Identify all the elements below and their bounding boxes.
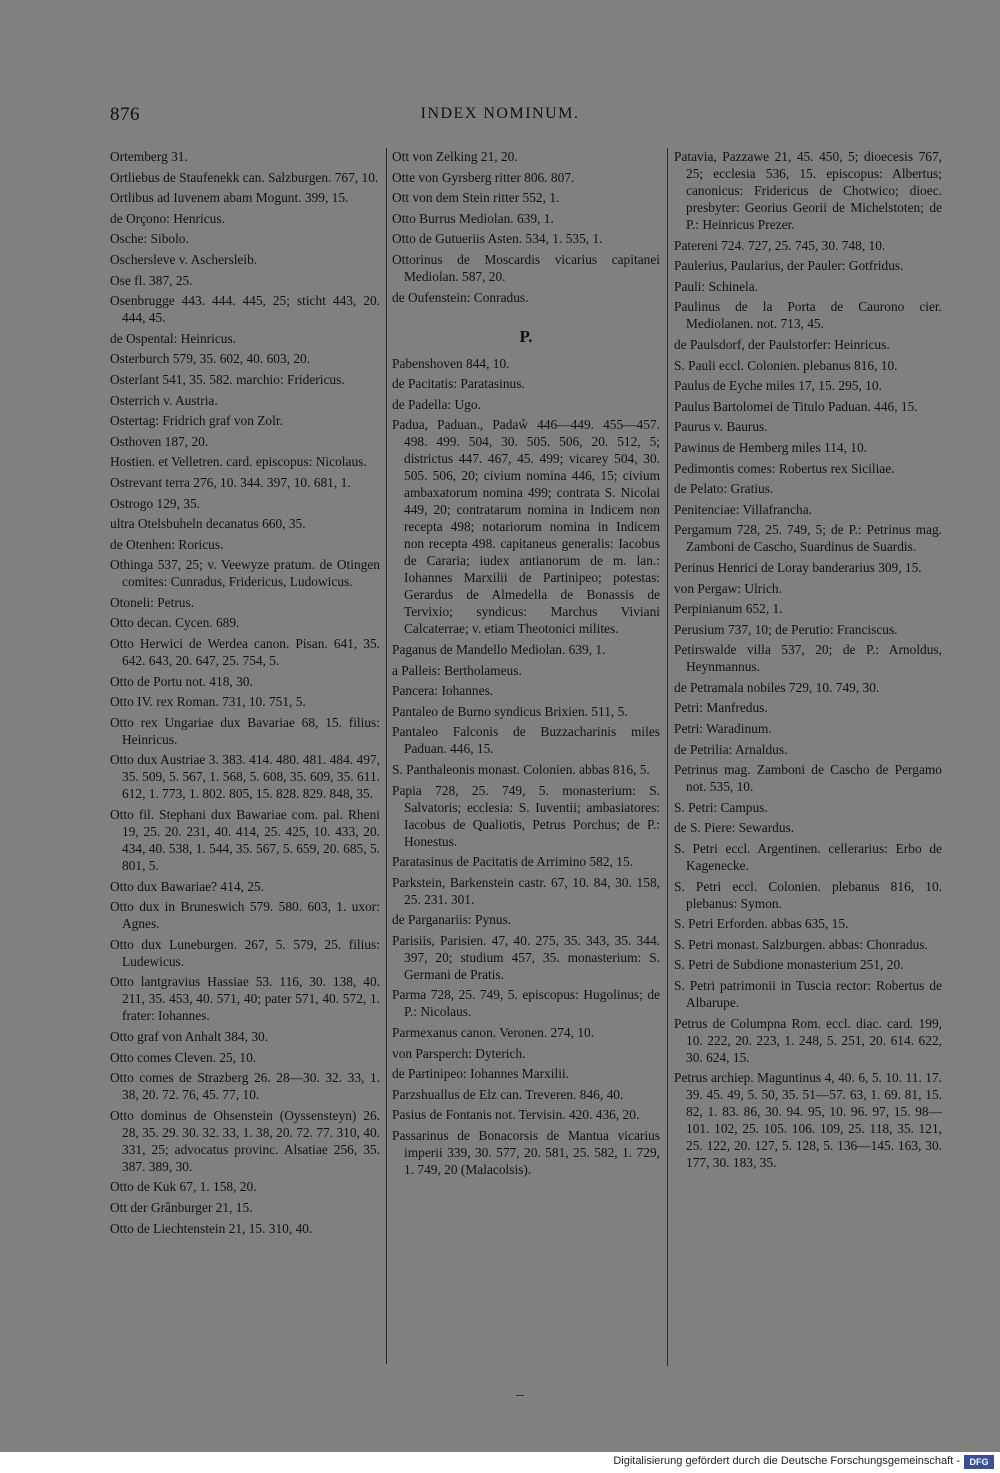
- index-entry: Perusium 737, 10; de Perutio: Franciscus.: [674, 621, 898, 637]
- letter-heading: P.: [519, 326, 533, 346]
- footer-bar: [0, 1452, 1000, 1473]
- index-entry: Otto de Liechtenstein 21, 15. 310, 40.: [110, 1220, 313, 1236]
- index-entry: Petrinus mag. Zamboni de Cascho de Pergamo not. 535, 10.: [674, 762, 942, 795]
- index-entry: de Padella: Ugo.: [392, 396, 481, 412]
- index-entry: Ortemberg 31.: [110, 149, 188, 164]
- index-entry: Otto de Gutueriis Asten. 534, 1. 535, 1.: [392, 231, 603, 247]
- index-entry: de S. Piere: Sewardus.: [674, 820, 795, 836]
- funding-credit: Digitalisierung gefördert durch die Deutsche Forschungsgemeinschaft -: [613, 1455, 960, 1467]
- index-entry: Ott der Grânburger 21, 15.: [110, 1199, 253, 1215]
- column-rule: [667, 148, 668, 1366]
- index-entry: Passarinus de Bonacorsis de Mantua vicarius imperii 339, 30. 577, 20. 581, 25. 582, 1. 729, 1. 749, 20 (Malacolsis).: [392, 1128, 660, 1178]
- index-entry: von Pergaw: Ulrich.: [674, 580, 782, 596]
- index-entry: de Parganariis: Pynus.: [392, 912, 512, 928]
- footer-mark: [516, 1395, 524, 1396]
- index-entry: Petri: Manfredus.: [674, 700, 768, 716]
- index-entry: Pergamum 728, 25. 749, 5; de P.: Petrinus mag. Zamboni de Cascho, Suardinus de Suardis.: [674, 522, 942, 555]
- index-entry: Patereni 724. 727, 25. 745, 30. 748, 10.: [674, 237, 886, 253]
- index-entry: Otto dux Austriae 3. 383. 414. 480. 481. 484. 497, 35. 509, 5. 567, 1. 568, 5. 608, 35. 609, 35. 611. 612, 1. 773, 1. 802. 805, 15. 828. 829. 848, 35.: [110, 752, 380, 802]
- index-entry: Pauli: Schinela.: [674, 278, 759, 294]
- index-entry: Osterlant 541, 35. 582. marchio: Fridericus.: [110, 371, 345, 387]
- page-number: 876: [110, 104, 140, 125]
- index-entry: Otto lantgravius Hassiae 53. 116, 30. 138, 40. 211, 35. 453, 40. 571, 40; pater 571, 40. 572, 1. frater: Iohannes.: [110, 974, 380, 1024]
- index-entry: Petri: Waradinum.: [674, 721, 772, 737]
- index-entry: Ottorinus de Moscardis vicarius capitanei Mediolan. 587, 20.: [392, 251, 660, 284]
- index-entry: Patavia, Pazzawe 21, 45. 450, 5; dioecesis 767, 25; ecclesia 536, 15. episcopus: Albertus; canonicus: Fridericus de Chotwico; dioec. presbyter: Georius Georii de Michelstoten; de P.: Heinricus Prezer.: [674, 149, 942, 232]
- index-entry: Otto Herwici de Werdea canon. Pisan. 641, 35. 642. 643, 20. 647, 25. 754, 5.: [110, 636, 380, 669]
- index-entry: de Petramala nobiles 729, 10. 749, 30.: [674, 679, 880, 695]
- index-entry: Parkstein, Barkenstein castr. 67, 10. 84, 30. 158, 25. 231. 301.: [392, 874, 660, 907]
- index-entry: Pantaleo Falconis de Buzzacharinis miles Paduan. 446, 15.: [392, 724, 660, 757]
- index-entry: Otto IV. rex Roman. 731, 10. 751, 5.: [110, 694, 306, 710]
- index-entry: de Orçono: Henricus.: [110, 210, 225, 226]
- index-entry: Otto Burrus Mediolan. 639, 1.: [392, 210, 554, 226]
- index-entry: Parmexanus canon. Veronen. 274, 10.: [392, 1025, 595, 1041]
- index-entry: Pasius de Fontanis not. Tervisin. 420. 436, 20.: [392, 1107, 640, 1123]
- index-entry: Otto dominus de Ohsenstein (Oyssensteyn) 26. 28, 35. 29. 30. 32. 33, 1. 38, 20. 72. 77. 310, 40. 331, 25; advocatus provinc. Alsatiae 256, 35. 387. 389, 30.: [110, 1107, 380, 1174]
- index-entry: Paratasinus de Pacitatis de Arrimino 582, 15.: [392, 854, 633, 870]
- index-entry: S. Petri eccl. Argentinen. cellerarius: Erbo de Kagenecke.: [674, 841, 942, 874]
- index-column-2: [392, 148, 660, 1182]
- index-entry: S. Petri eccl. Colonien. plebanus 816, 10. plebanus: Symon.: [674, 878, 942, 911]
- index-entry: Ostrevant terra 276, 10. 344. 397, 10. 681, 1.: [110, 474, 351, 490]
- index-entry: Ortliebus de Staufenekk can. Salzburgen. 767, 10.: [110, 169, 379, 185]
- index-entry: Otoneli: Petrus.: [110, 594, 195, 610]
- index-entry: Padua, Paduan., Padaẘ 446—449. 455—457. 498. 499. 504, 30. 505. 506, 20. 512, 5; districtus 447. 467, 45. 499; vicarey 504, 30. 505. 506, 20; civium nomina 446, 15; civium ambaxatorum nomina 499; contrata S. Nicolai 449, 20; contratarum nomina in Indicem non recepta 498; notariorum nomina in Indicem non recepta 498. capitaneus generalis: Iacobus de Cararia; iudex antianorum de m. lan.: Iohannes Marxilii de Partinipeo; potestas: Gerardus de Almedella de Bonassis de Tervixio; syndicus: Marchus Viviani Calcaterrae; v. etiam Theotonici milites.: [392, 417, 660, 637]
- index-entry: Paulinus de la Porta de Caurono cier. Mediolanen. not. 713, 45.: [674, 299, 942, 332]
- index-entry: Otto comes de Strazberg 26. 28—30. 32. 33, 1. 38, 20. 72. 76, 45. 77, 10.: [110, 1070, 380, 1103]
- index-entry: Paulerius, Paularius, der Pauler: Gotfridus.: [674, 258, 904, 274]
- index-entry: Otto rex Ungariae dux Bavariae 68, 15. filius: Heinricus.: [110, 714, 380, 747]
- index-entry: Otto dux Bawariae? 414, 25.: [110, 878, 264, 894]
- running-head: INDEX NOMINUM.: [420, 105, 580, 122]
- index-entry: de Paulsdorf, der Paulstorfer: Heinricus.: [674, 336, 890, 352]
- index-entry: Osche: Sibolo.: [110, 231, 189, 247]
- index-entry: Petrus de Columpna Rom. eccl. diac. card. 199, 10. 222, 20. 223, 1. 248, 5. 251, 20. 614. 622, 30. 624, 15.: [674, 1015, 942, 1065]
- index-entry: Penitenciae: Villafrancha.: [674, 501, 812, 517]
- index-entry: Ott von Zelking 21, 20.: [392, 149, 518, 164]
- index-entry: S. Petri monast. Salzburgen. abbas: Chonradus.: [674, 936, 928, 952]
- index-entry: Perinus Henrici de Loray banderarius 309, 15.: [674, 559, 922, 575]
- dfg-logo: DFG: [964, 1455, 994, 1469]
- index-entry: Petrus archiep. Maguntinus 4, 40. 6, 5. 10. 11. 17. 39. 45. 49, 5. 50, 35. 51—57. 63, 1. 69. 81, 15. 82, 1. 83. 86, 30. 94. 95, 10. 96. 97, 15. 98—101. 102, 25. 105. 106. 109, 25. 118, 35. 121, 25. 122, 20. 127, 5. 128, 5. 136—145. 163, 30. 177, 30. 183, 35.: [674, 1070, 942, 1171]
- index-entry: Paurus v. Baurus.: [674, 419, 768, 435]
- index-entry: Pedimontis comes: Robertus rex Siciliae.: [674, 460, 895, 476]
- index-entry: a Palleis: Bertholameus.: [392, 662, 522, 678]
- index-entry: Paulus Bartolomei de Titulo Paduan. 446, 15.: [674, 398, 918, 414]
- index-entry: Osenbrugge 443. 444. 445, 25; sticht 443, 20. 444, 45.: [110, 293, 380, 326]
- index-column-3: [674, 148, 942, 1175]
- index-entry: Othinga 537, 25; v. Veewyze pratum. de Otingen comites: Cunradus, Fridericus, Ludowicus.: [110, 557, 380, 590]
- index-entry: Papia 728, 25. 749, 5. monasterium: S. Salvatoris; ecclesia: S. Iuventii; ambasiatores: Iacobus de Qualiotis, Petrus Porchus; de P.: Honestus.: [392, 782, 660, 849]
- index-entry: Parzshuallus de Elz can. Treveren. 846, 40.: [392, 1086, 624, 1102]
- index-entry: Otto dux in Bruneswich 579. 580. 603, 1. uxor: Agnes.: [110, 899, 380, 932]
- index-entry: S. Pauli eccl. Colonien. plebanus 816, 10.: [674, 357, 898, 373]
- index-entry: Petirswalde villa 537, 20; de P.: Arnoldus, Heynmannus.: [674, 642, 942, 675]
- index-entry: Oschersleve v. Aschersleib.: [110, 251, 258, 267]
- index-entry: S. Petri: Campus.: [674, 799, 768, 815]
- index-entry: Paganus de Mandello Mediolan. 639, 1.: [392, 641, 606, 657]
- index-entry: S. Petri Erforden. abbas 635, 15.: [674, 916, 849, 932]
- index-entry: Parisiis, Parisien. 47, 40. 275, 35. 343, 35. 344. 397, 20; studium 457, 35. monasterium: S. Germani de Pratis.: [392, 932, 660, 982]
- index-entry: Paulus de Eyche miles 17, 15. 295, 10.: [674, 378, 882, 394]
- index-entry: Pawinus de Hemberg miles 114, 10.: [674, 439, 868, 455]
- index-entry: Ortlibus ad Iuvenem abam Mogunt. 399, 15.: [110, 190, 349, 206]
- index-entry: Parma 728, 25. 749, 5. episcopus: Hugolinus; de P.: Nicolaus.: [392, 987, 660, 1020]
- index-entry: Pabenshoven 844, 10.: [392, 355, 510, 371]
- index-entry: Osterrich v. Austria.: [110, 392, 218, 408]
- index-entry: de Partinipeo: Iohannes Marxilii.: [392, 1066, 570, 1082]
- index-entry: von Parsperch: Dyterich.: [392, 1045, 526, 1061]
- index-entry: Ose fl. 387, 25.: [110, 272, 193, 288]
- index-entry: Osterburch 579, 35. 602, 40. 603, 20.: [110, 351, 311, 367]
- index-entry: de Pelato: Gratius.: [674, 481, 774, 497]
- index-entry: de Oufenstein: Conradus.: [392, 289, 529, 305]
- index-entry: Ott von dem Stein ritter 552, 1.: [392, 190, 560, 206]
- index-entry: Otto decan. Cycen. 689.: [110, 615, 240, 631]
- index-entry: Otto graf von Anhalt 384, 30.: [110, 1029, 269, 1044]
- index-entry: de Ospental: Heinricus.: [110, 330, 237, 346]
- index-entry: Otto de Kuk 67, 1. 158, 20.: [110, 1179, 257, 1195]
- index-entry: Otte von Gyrsberg ritter 806. 807.: [392, 169, 575, 185]
- index-entry: ultra Otelsbuheln decanatus 660, 35.: [110, 516, 306, 532]
- index-entry: Pantaleo de Burno syndicus Brixien. 511, 5.: [392, 703, 628, 719]
- index-entry: Otto de Portu not. 418, 30.: [110, 673, 253, 689]
- index-entry: Otto comes Cleven. 25, 10.: [110, 1049, 257, 1065]
- index-entry: S. Panthaleonis monast. Colonien. abbas 816, 5.: [392, 761, 650, 777]
- index-entry: S. Petri patrimonii in Tuscia rector: Robertus de Albarupe.: [674, 978, 942, 1010]
- index-entry: Ostertag: Fridrich graf von Zolr.: [110, 413, 283, 429]
- index-entry: Osthoven 187, 20.: [110, 433, 209, 449]
- index-entry: de Petrilia: Arnaldus.: [674, 741, 788, 757]
- index-entry: S. Petri de Subdione monasterium 251, 20.: [674, 957, 904, 973]
- index-entry: Hostien. et Velletren. card. episcopus: Nicolaus.: [110, 454, 367, 470]
- column-rule: [386, 148, 387, 1364]
- index-entry: de Otenhen: Roricus.: [110, 536, 224, 552]
- index-entry: Otto fil. Stephani dux Bawariae com. pal. Rheni 19, 25. 20. 231, 40. 414, 25. 425, 10. 433, 20. 434, 40. 538, 1. 544, 35. 567, 5. 659, 20. 685, 5. 801, 5.: [110, 807, 380, 874]
- index-column-1: [110, 148, 380, 1240]
- index-entry: Otto dux Luneburgen. 267, 5. 579, 25. filius: Ludewicus.: [110, 936, 380, 969]
- index-entry: Ostrogo 129, 35.: [110, 495, 201, 511]
- index-entry: Perpinianum 652, 1.: [674, 601, 783, 617]
- index-entry: Pancera: Iohannes.: [392, 683, 494, 699]
- index-entry: de Pacitatis: Paratasinus.: [392, 376, 525, 392]
